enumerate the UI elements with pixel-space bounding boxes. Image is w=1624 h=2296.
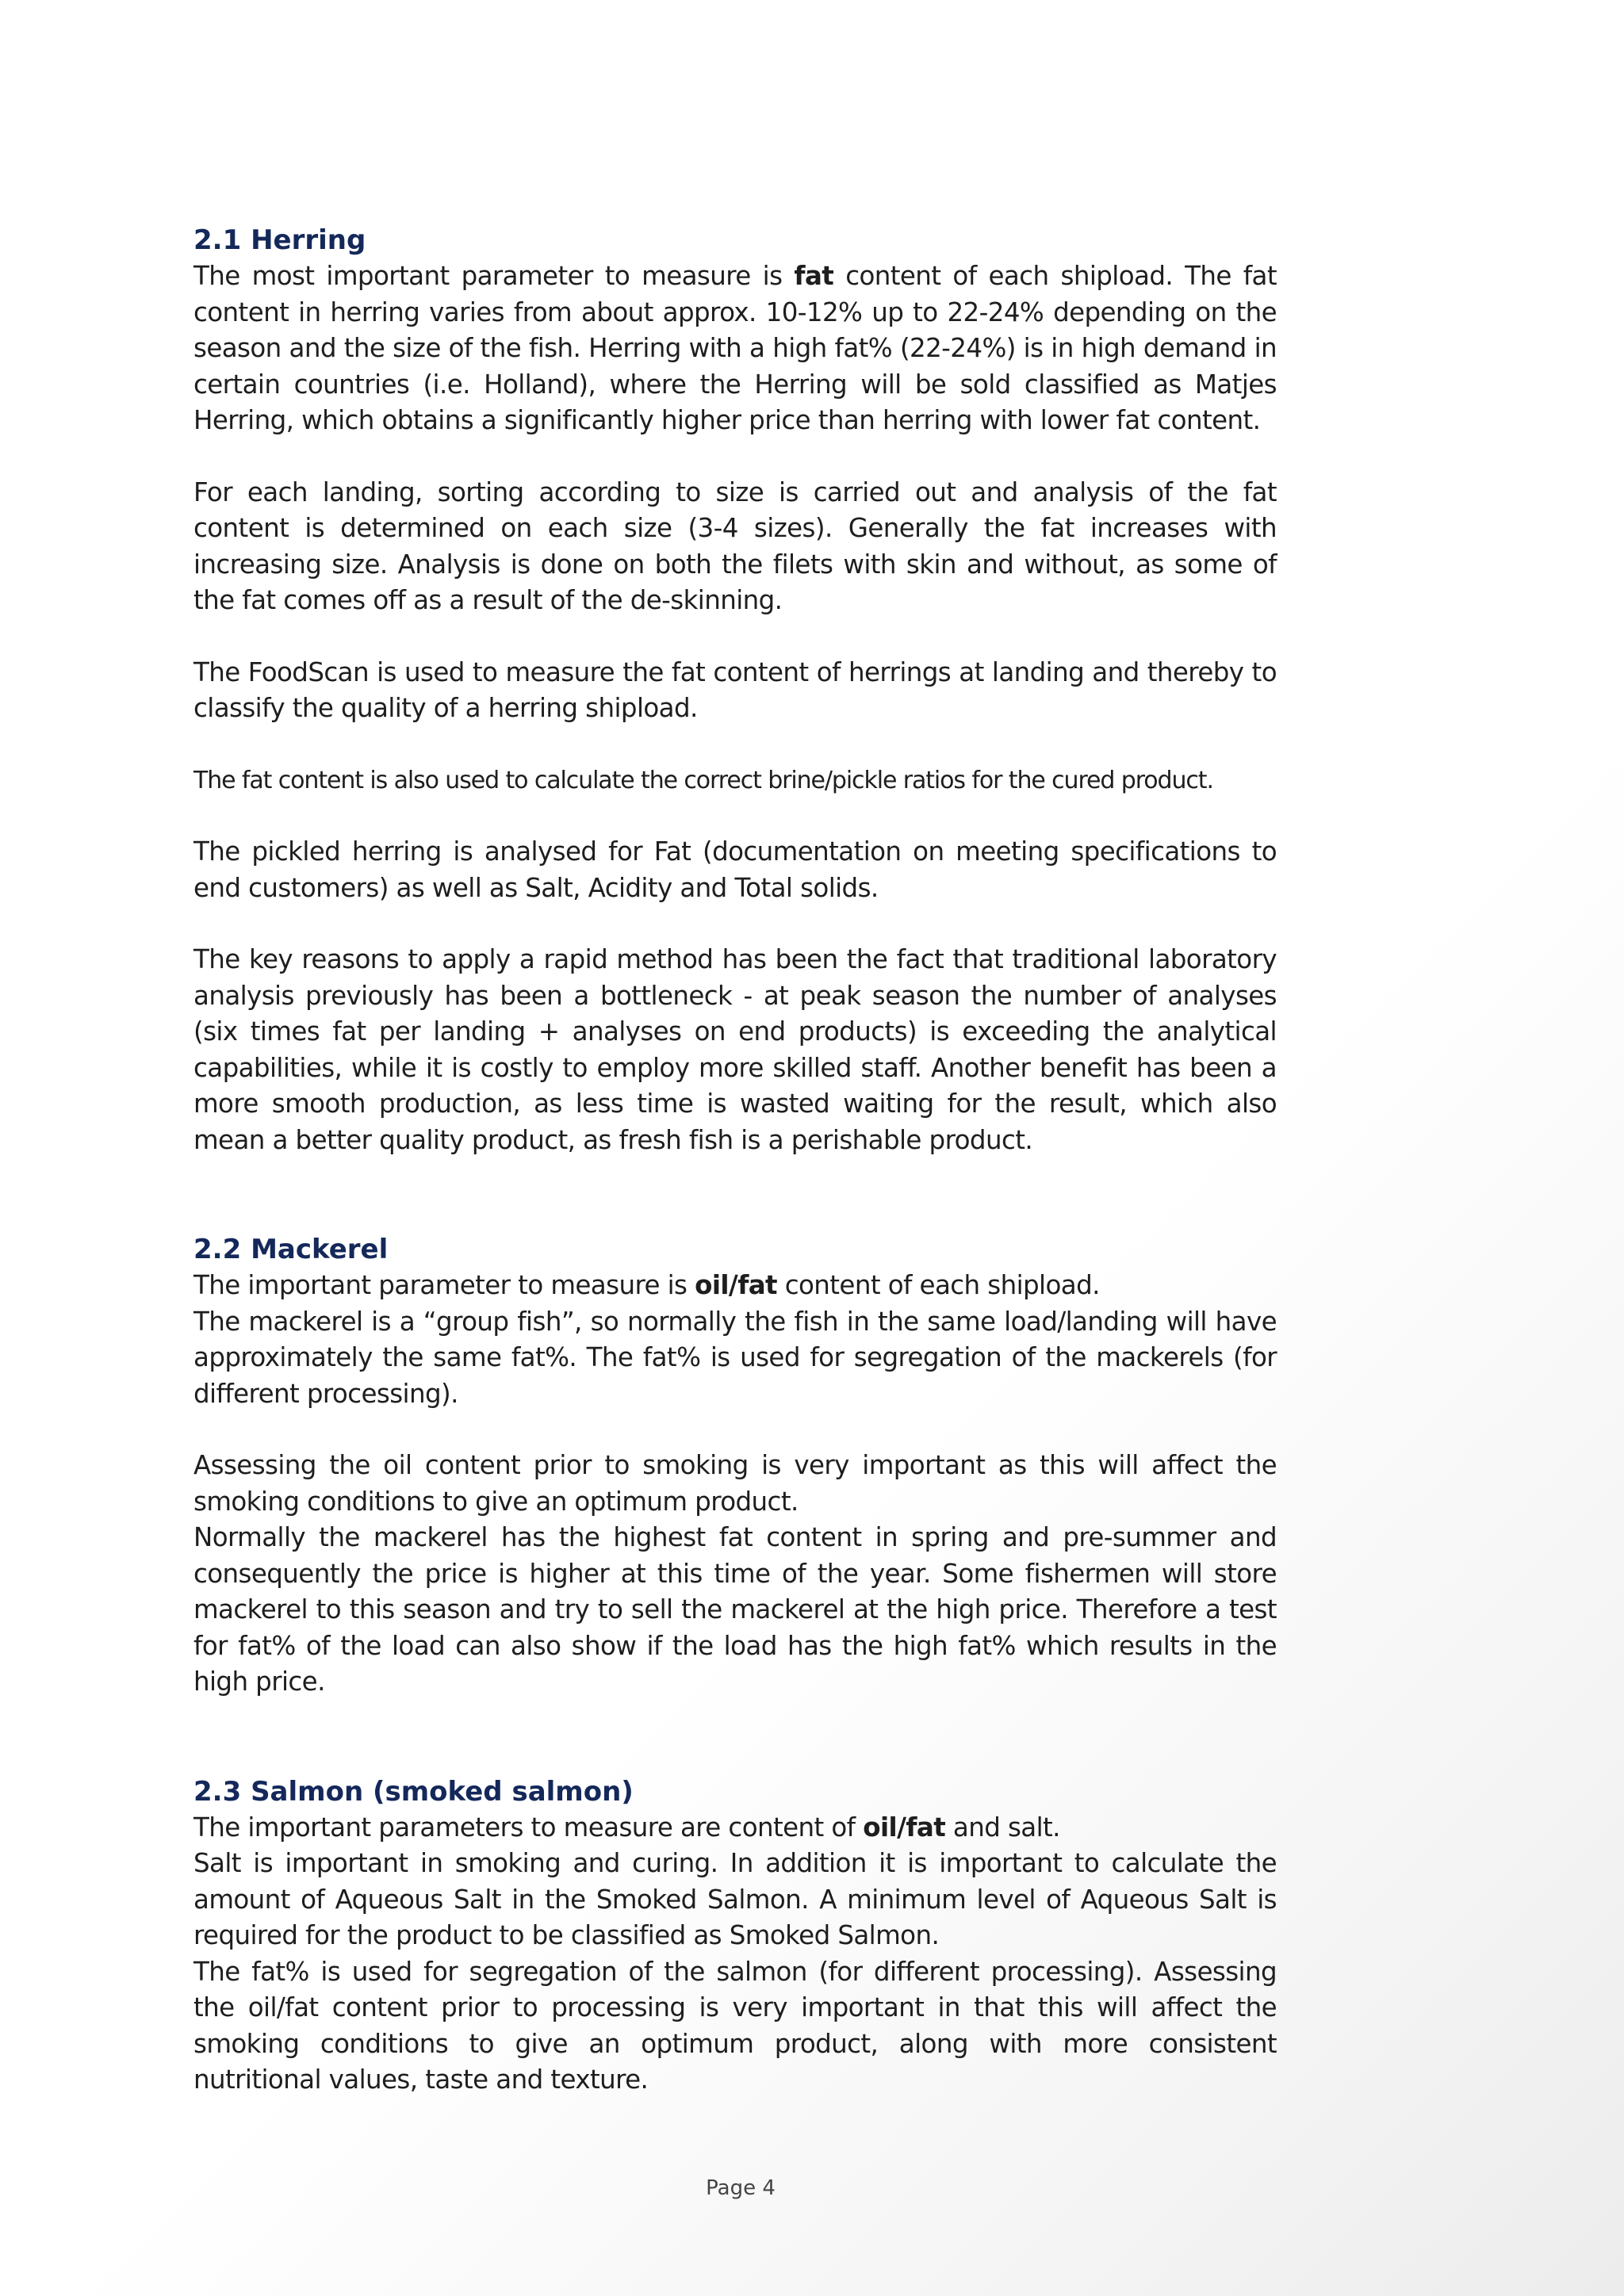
mackerel-paragraph-1 bbox=[193, 1268, 1277, 1304]
page-number: Page 4 bbox=[706, 2176, 776, 2200]
text-run: content of each shipload. bbox=[777, 1270, 1100, 1300]
section-heading-mackerel: 2.2 Mackerel bbox=[193, 1234, 389, 1265]
herring-paragraph-2: For each landing, sorting according to size is carried out and analysis of the fat content is determined on each size (3-4 sizes). Generally the fat increases with increasing size. Analysis is done on both the filets with skin and without, as some of the fat comes off as a result of the de-skinning. bbox=[193, 476, 1277, 615]
text-run: content of each shipload. The fat content in herring varies from about approx. 10-12% up to 22-24% depending on the season and the size of the fish. Herring with a high fat% (22-24%) is in high demand in certain countries (i.e. Holland), where the Herring will be sold classified as Matjes Herring, which obtains a significantly higher price than herring with lower fat content. bbox=[193, 261, 1277, 435]
salmon-paragraph-1 bbox=[193, 1810, 1277, 1846]
bold-term: oil/fat bbox=[863, 1812, 946, 1843]
herring-paragraph-3: The FoodScan is used to measure the fat content of herrings at landing and thereby to classify the quality of a herring shipload. bbox=[193, 656, 1277, 723]
mackerel-paragraph-1b: The mackerel is a “group fish”, so normally the fish in the same load/landing will have approximately the same fat%. The fat% is used for segregation of the mackerels (for different processing). bbox=[193, 1306, 1277, 1409]
section-heading-herring: 2.1 Herring bbox=[193, 224, 366, 256]
bold-term: fat bbox=[794, 261, 834, 291]
mackerel-paragraph-3: Normally the mackerel has the highest fat content in spring and pre-summer and consequently the price is higher at this time of the year. Some fishermen will store mackerel to this season and try to sell the mackerel at the high price. Therefore a test for fat% of the load can also show if the load has the high fat% which results in the high price. bbox=[193, 1522, 1277, 1697]
mackerel-paragraph-2: Assessing the oil content prior to smoking is very important as this will affect the smoking conditions to give an optimum product. bbox=[193, 1450, 1277, 1517]
herring-paragraph-4: The fat content is also used to calculate the correct brine/pickle ratios for the cured product. bbox=[193, 766, 1213, 794]
herring-paragraph-6: The key reasons to apply a rapid method has been the fact that traditional laboratory analysis previously has been a bottleneck - at peak season the number of analyses (six times fat per landing + analyses on end products) is exceeding the analytical capabilities, while it is costly to employ more skilled staff. Another benefit has been a more smooth production, as less time is wasted waiting for the result, which also mean a better quality product, as fresh fish is a perishable product. bbox=[193, 944, 1277, 1155]
herring-paragraph-1 bbox=[193, 258, 1277, 439]
text-run: The most important parameter to measure is bbox=[193, 261, 795, 291]
bold-term: oil/fat bbox=[695, 1270, 777, 1300]
salmon-paragraph-2: Salt is important in smoking and curing. In addition it is important to calculate the amount of Aqueous Salt in the Smoked Salmon. A minimum level of Aqueous Salt is required for the product to be classified as Smoked Salmon. bbox=[193, 1848, 1277, 1950]
salmon-paragraph-3: The fat% is used for segregation of the salmon (for different processing). Assessing the oil/fat content prior to processing is very important in that this will affect the smoking conditions to give an optimum product, along with more consistent nutritional values, taste and texture. bbox=[193, 1956, 1277, 2095]
text-run: and salt. bbox=[945, 1812, 1060, 1843]
text-run: The important parameters to measure are content of bbox=[193, 1812, 864, 1843]
herring-paragraph-5: The pickled herring is analysed for Fat (documentation on meeting specifications to end customers) as well as Salt, Acidity and Total solids. bbox=[193, 836, 1277, 903]
text-column bbox=[193, 222, 1277, 2099]
section-heading-salmon: 2.3 Salmon (smoked salmon) bbox=[193, 1775, 634, 1808]
text-run: The important parameter to measure is bbox=[193, 1270, 695, 1300]
